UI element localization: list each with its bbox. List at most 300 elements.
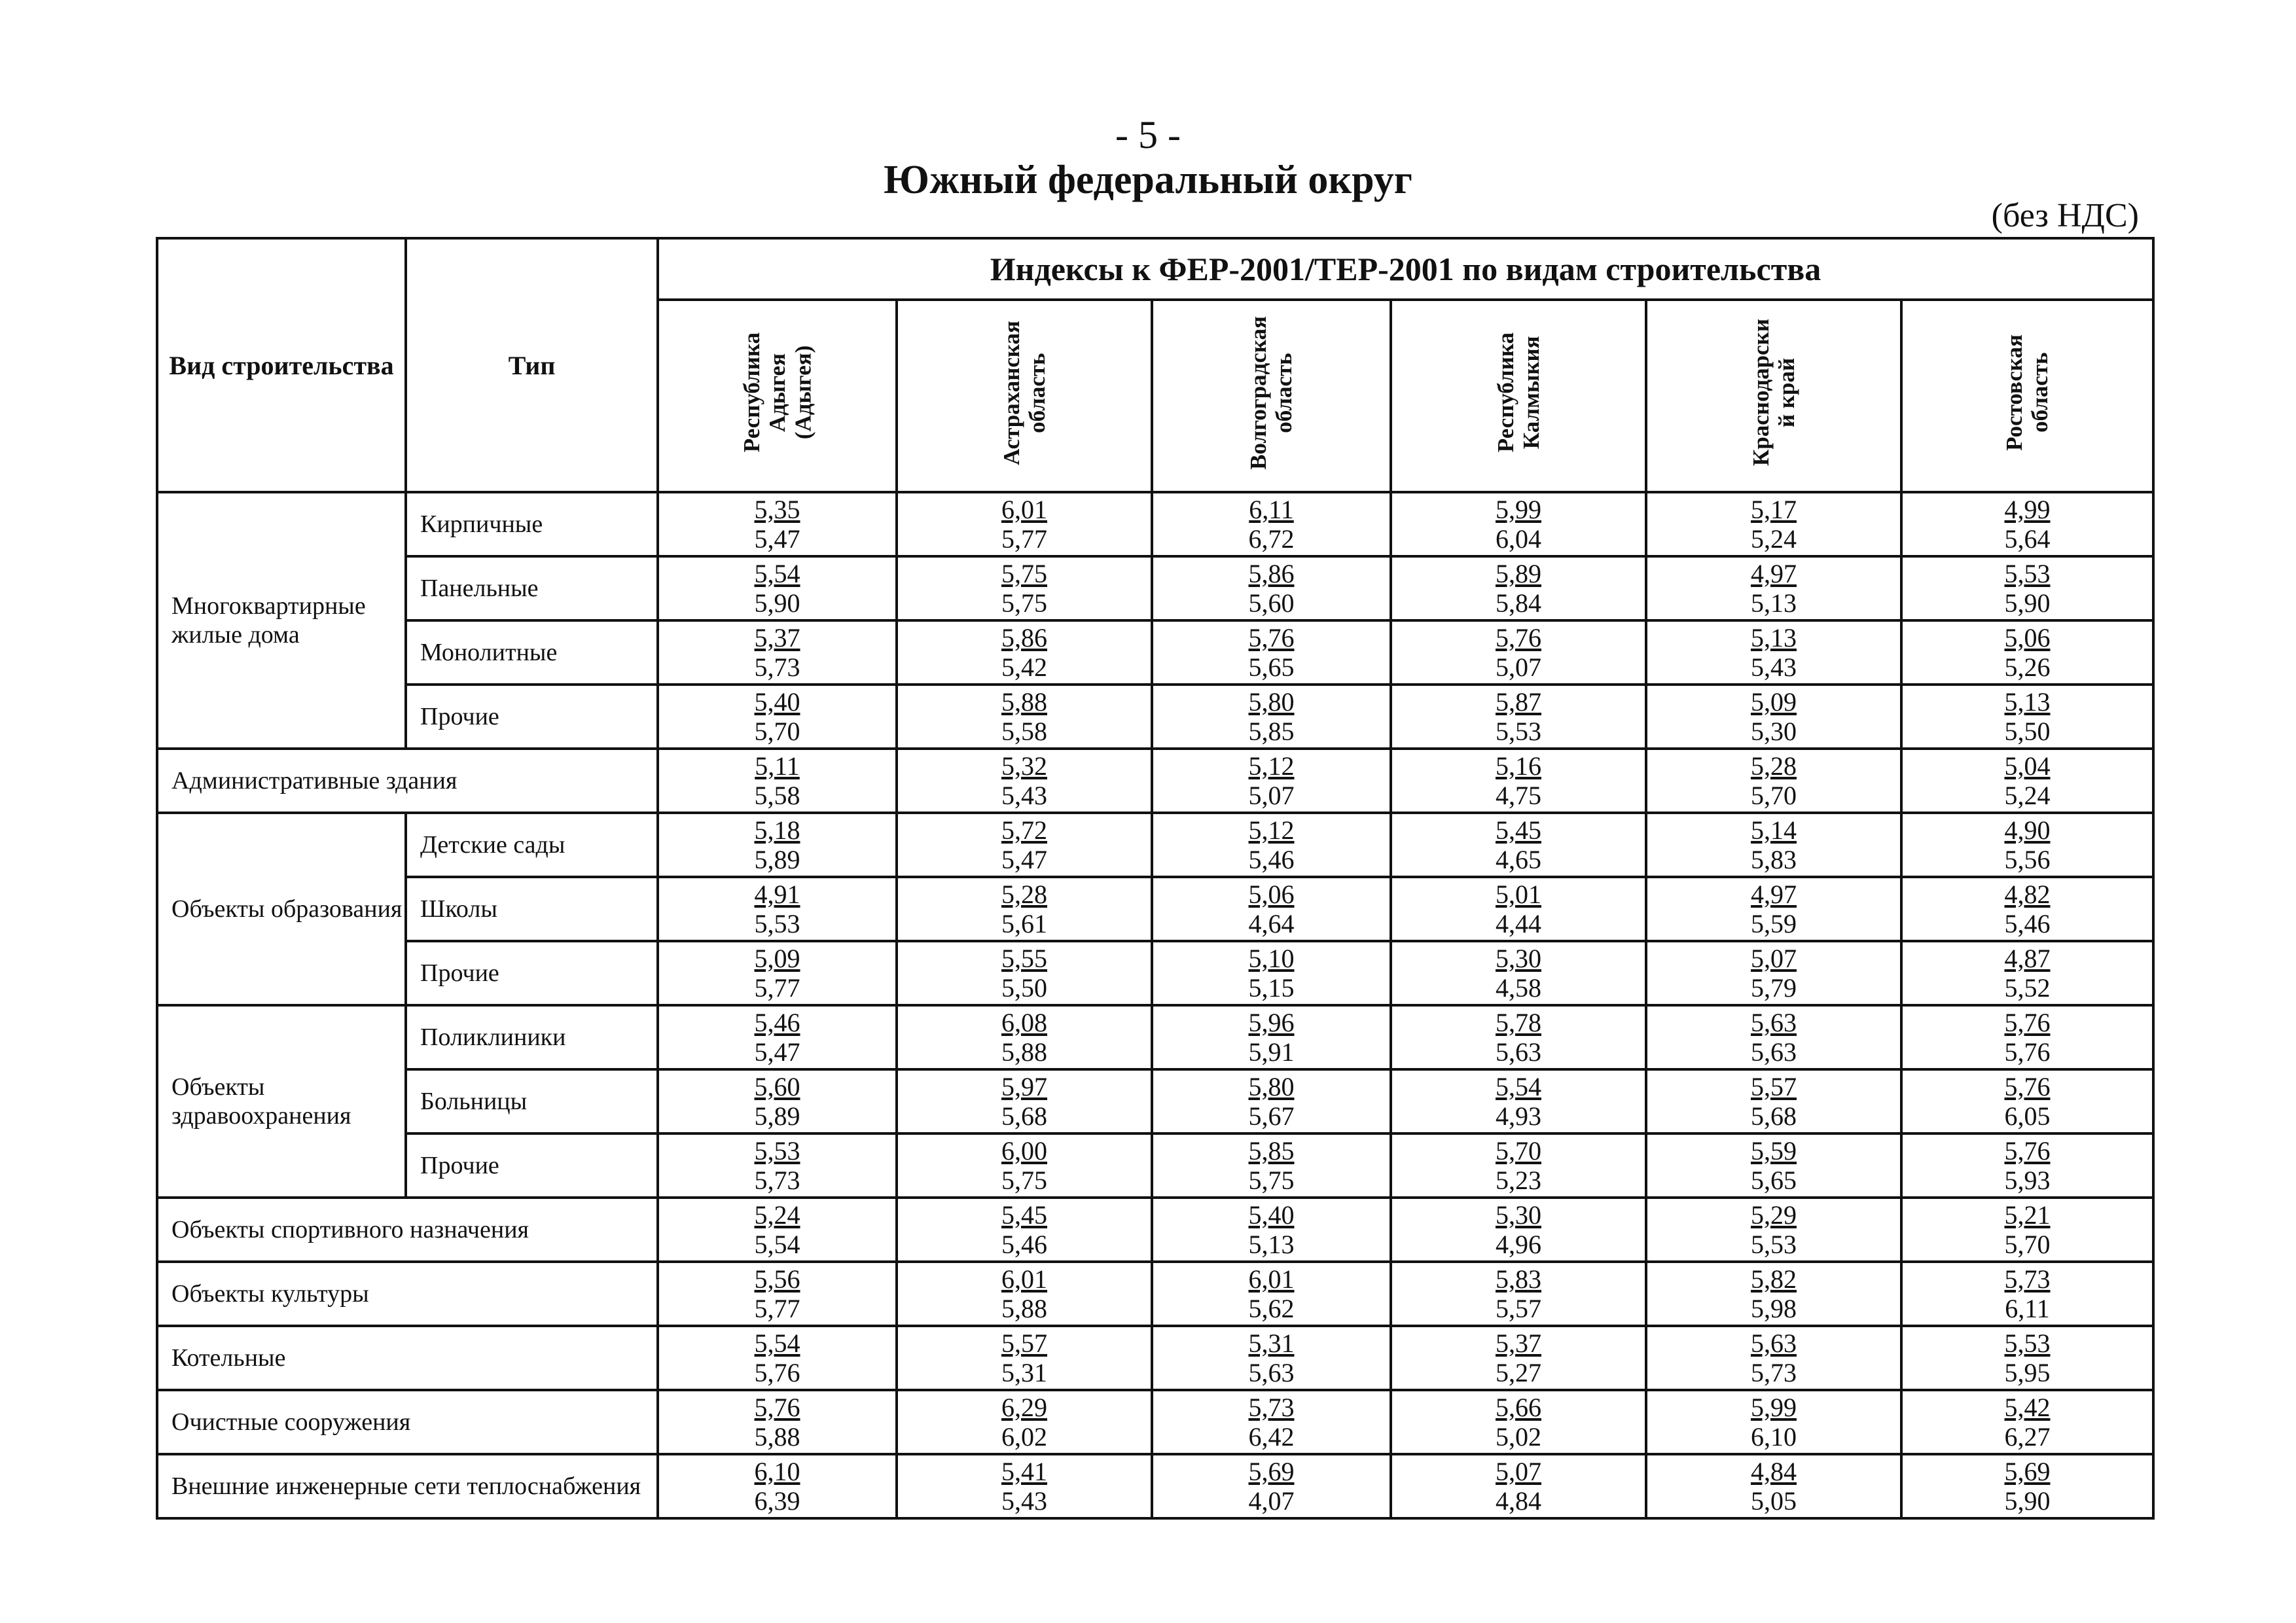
index-value-bottom: 5,47 <box>754 524 800 554</box>
index-value-top: 5,12 <box>1248 751 1295 781</box>
index-value-bottom: 5,24 <box>2004 781 2051 810</box>
index-value-top: 5,63 <box>1751 1329 1797 1358</box>
index-cell <box>897 941 1152 1005</box>
index-value-top: 5,11 <box>755 751 800 781</box>
index-value-top: 5,07 <box>1496 1457 1541 1486</box>
index-value-top: 5,17 <box>1751 495 1797 524</box>
index-value-bottom: 5,61 <box>1001 909 1047 938</box>
type-label: Прочие <box>406 1133 658 1198</box>
index-cell <box>1152 941 1391 1005</box>
index-value-bottom: 5,59 <box>1751 909 1797 938</box>
group-label: Многоквартирные жилые дома <box>157 492 406 749</box>
index-value-top: 5,32 <box>1001 751 1047 781</box>
type-label: Прочие <box>406 941 658 1005</box>
index-value-bottom: 5,30 <box>1751 717 1797 746</box>
group-label: Объекты образования <box>157 813 406 1005</box>
index-value-top: 5,76 <box>1248 623 1295 652</box>
index-value-top: 5,42 <box>2004 1393 2051 1422</box>
index-cell <box>1901 941 2153 1005</box>
index-value-top: 4,99 <box>2004 495 2051 524</box>
index-value-top: 5,56 <box>754 1264 800 1294</box>
index-value-bottom: 5,73 <box>1751 1358 1797 1387</box>
index-value-bottom: 4,07 <box>1248 1486 1295 1516</box>
index-value-top: 5,76 <box>2004 1136 2051 1166</box>
index-value-bottom: 6,72 <box>1248 524 1295 554</box>
index-value-bottom: 6,27 <box>2004 1422 2051 1452</box>
index-cell <box>1646 1390 1901 1454</box>
index-cell <box>1152 1069 1391 1133</box>
index-value-bottom: 5,65 <box>1751 1166 1797 1195</box>
index-cell <box>1391 556 1646 620</box>
index-value-top: 5,54 <box>754 1329 800 1358</box>
index-cell <box>1152 1133 1391 1198</box>
index-value-top: 5,86 <box>1001 623 1047 652</box>
index-value-top: 4,97 <box>1751 559 1797 588</box>
index-value-bottom: 5,53 <box>1751 1230 1797 1259</box>
index-value-bottom: 5,26 <box>2004 652 2051 682</box>
row-label: Объекты культуры <box>157 1262 658 1326</box>
index-value-bottom: 5,89 <box>754 845 800 874</box>
index-value-bottom: 5,58 <box>1001 717 1047 746</box>
index-cell <box>658 749 897 813</box>
type-label: Панельные <box>406 556 658 620</box>
index-value-bottom: 5,84 <box>1496 588 1541 618</box>
index-value-top: 4,91 <box>754 880 800 909</box>
index-value-top: 5,04 <box>2004 751 2051 781</box>
index-cell <box>1901 1069 2153 1133</box>
region-header-line: Калмыкия <box>1518 336 1544 450</box>
index-value-top: 5,18 <box>754 815 800 845</box>
row-label: Объекты спортивного назначения <box>157 1198 658 1262</box>
index-value-bottom: 5,63 <box>1248 1358 1295 1387</box>
index-cell <box>1152 1198 1391 1262</box>
index-cell <box>1152 492 1391 556</box>
index-cell <box>897 1069 1152 1133</box>
type-label: Детские сады <box>406 813 658 877</box>
index-cell <box>897 492 1152 556</box>
type-label: Кирпичные <box>406 492 658 556</box>
index-value-bottom: 5,90 <box>2004 1486 2051 1516</box>
index-cell <box>658 941 897 1005</box>
index-value-top: 5,30 <box>1496 944 1541 973</box>
index-cell <box>1391 685 1646 749</box>
index-value-top: 6,08 <box>1001 1008 1047 1037</box>
index-value-bottom: 5,56 <box>2004 845 2051 874</box>
table-row <box>157 1454 2153 1518</box>
index-value-bottom: 5,58 <box>754 781 800 810</box>
region-header-line: область <box>1024 352 1050 433</box>
region-header-line: область <box>2027 352 2053 433</box>
index-value-top: 5,76 <box>1496 623 1541 652</box>
index-value-bottom: 5,75 <box>1001 1166 1047 1195</box>
index-cell <box>1646 1069 1901 1133</box>
index-value-bottom: 5,02 <box>1496 1422 1541 1452</box>
index-value-top: 5,75 <box>1001 559 1047 588</box>
index-value-bottom: 5,65 <box>1248 652 1295 682</box>
index-cell <box>1901 492 2153 556</box>
index-value-bottom: 5,70 <box>1751 781 1797 810</box>
index-value-bottom: 5,77 <box>754 973 800 1003</box>
index-value-bottom: 5,43 <box>1751 652 1797 682</box>
index-cell <box>1391 813 1646 877</box>
index-cell <box>658 1005 897 1069</box>
index-cell <box>1901 1390 2153 1454</box>
index-value-top: 5,80 <box>1248 1072 1295 1101</box>
index-cell <box>897 1005 1152 1069</box>
index-value-bottom: 5,83 <box>1751 845 1797 874</box>
index-cell <box>658 1390 897 1454</box>
index-value-bottom: 5,88 <box>1001 1294 1047 1323</box>
region-header <box>1901 300 2153 492</box>
index-value-top: 5,28 <box>1001 880 1047 909</box>
region-header-line: Адыгея <box>764 353 790 433</box>
index-value-bottom: 6,42 <box>1248 1422 1295 1452</box>
table-row <box>157 1133 2153 1198</box>
index-value-top: 5,97 <box>1001 1072 1047 1101</box>
table-row <box>157 556 2153 620</box>
index-value-top: 5,21 <box>2004 1200 2051 1230</box>
index-value-top: 5,53 <box>2004 559 2051 588</box>
region-header <box>1646 300 1901 492</box>
index-cell <box>897 620 1152 685</box>
index-value-bottom: 5,90 <box>754 588 800 618</box>
index-value-top: 5,80 <box>1248 687 1295 717</box>
index-cell <box>658 1262 897 1326</box>
index-value-top: 5,40 <box>754 687 800 717</box>
index-value-bottom: 5,73 <box>754 652 800 682</box>
index-value-bottom: 4,65 <box>1496 845 1541 874</box>
index-value-bottom: 5,85 <box>1248 717 1295 746</box>
index-cell <box>658 1069 897 1133</box>
index-value-top: 5,37 <box>754 623 800 652</box>
index-cell <box>658 685 897 749</box>
index-cell <box>1391 749 1646 813</box>
index-cell <box>897 1133 1152 1198</box>
index-cell <box>1152 1005 1391 1069</box>
index-value-bottom: 5,77 <box>1001 524 1047 554</box>
index-value-bottom: 5,50 <box>1001 973 1047 1003</box>
index-value-bottom: 5,53 <box>754 909 800 938</box>
index-cell <box>1646 941 1901 1005</box>
index-value-top: 5,54 <box>1496 1072 1541 1101</box>
region-header <box>658 300 897 492</box>
row-label: Очистные сооружения <box>157 1390 658 1454</box>
index-value-bottom: 5,67 <box>1248 1101 1295 1131</box>
index-value-bottom: 6,02 <box>1001 1422 1047 1452</box>
index-value-top: 4,90 <box>2004 815 2051 845</box>
index-value-top: 5,41 <box>1001 1457 1047 1486</box>
region-header-line: Республика <box>738 332 764 453</box>
type-label: Школы <box>406 877 658 941</box>
index-value-bottom: 6,39 <box>754 1486 800 1516</box>
index-value-top: 5,66 <box>1496 1393 1541 1422</box>
index-cell <box>658 492 897 556</box>
index-value-top: 5,60 <box>754 1072 800 1101</box>
index-cell <box>897 1262 1152 1326</box>
index-value-top: 5,54 <box>754 559 800 588</box>
index-value-bottom: 5,46 <box>2004 909 2051 938</box>
index-value-bottom: 5,64 <box>2004 524 2051 554</box>
vat-note: (без НДС) <box>1991 197 2139 234</box>
index-value-top: 5,69 <box>1248 1457 1295 1486</box>
table-row <box>157 685 2153 749</box>
index-value-bottom: 5,88 <box>754 1422 800 1452</box>
index-value-top: 5,88 <box>1001 687 1047 717</box>
index-value-top: 5,07 <box>1751 944 1797 973</box>
region-header <box>897 300 1152 492</box>
index-value-bottom: 5,62 <box>1248 1294 1295 1323</box>
index-value-top: 5,45 <box>1496 815 1541 845</box>
index-value-top: 5,06 <box>2004 623 2051 652</box>
index-value-top: 5,55 <box>1001 944 1047 973</box>
index-value-bottom: 5,60 <box>1248 588 1295 618</box>
index-value-bottom: 5,50 <box>2004 717 2051 746</box>
index-value-bottom: 5,52 <box>2004 973 2051 1003</box>
index-cell <box>897 685 1152 749</box>
index-value-bottom: 5,31 <box>1001 1358 1047 1387</box>
index-cell <box>1901 556 2153 620</box>
index-value-top: 5,96 <box>1248 1008 1295 1037</box>
index-value-top: 5,53 <box>2004 1329 2051 1358</box>
table-row <box>157 749 2153 813</box>
index-cell <box>1901 1005 2153 1069</box>
index-value-bottom: 5,95 <box>2004 1358 2051 1387</box>
header-indices: Индексы к ФЕР-2001/ТЕР-2001 по видам строительства <box>658 238 2153 300</box>
index-value-top: 5,30 <box>1496 1200 1541 1230</box>
index-value-top: 5,10 <box>1248 944 1295 973</box>
index-value-bottom: 4,58 <box>1496 973 1541 1003</box>
index-cell <box>1152 1326 1391 1390</box>
header-kind: Вид строительства <box>157 238 406 492</box>
index-cell <box>1646 1005 1901 1069</box>
index-value-top: 5,70 <box>1496 1136 1541 1166</box>
index-cell <box>1646 1454 1901 1518</box>
region-header-line: Волгоградская <box>1246 315 1272 470</box>
index-cell <box>1901 1262 2153 1326</box>
index-cell <box>1152 685 1391 749</box>
index-cell <box>1646 556 1901 620</box>
index-cell <box>897 1390 1152 1454</box>
index-value-bottom: 4,93 <box>1496 1101 1541 1131</box>
index-value-top: 5,45 <box>1001 1200 1047 1230</box>
index-value-top: 5,40 <box>1248 1200 1295 1230</box>
index-cell <box>1901 620 2153 685</box>
index-cell <box>1646 492 1901 556</box>
index-cell <box>1152 1454 1391 1518</box>
index-value-top: 5,13 <box>2004 687 2051 717</box>
index-cell <box>1901 1326 2153 1390</box>
type-label: Монолитные <box>406 620 658 685</box>
type-label: Прочие <box>406 685 658 749</box>
table-row <box>157 877 2153 941</box>
index-value-bottom: 5,98 <box>1751 1294 1797 1323</box>
index-value-bottom: 5,57 <box>1496 1294 1541 1323</box>
index-value-top: 5,16 <box>1496 751 1541 781</box>
index-value-top: 4,97 <box>1751 880 1797 909</box>
index-cell <box>1391 1133 1646 1198</box>
index-value-top: 5,82 <box>1751 1264 1797 1294</box>
index-value-bottom: 5,91 <box>1248 1037 1295 1067</box>
index-cell <box>897 1326 1152 1390</box>
index-value-top: 5,53 <box>754 1136 800 1166</box>
index-cell <box>1901 813 2153 877</box>
index-cell <box>897 813 1152 877</box>
index-value-bottom: 5,73 <box>754 1166 800 1195</box>
index-value-bottom: 5,46 <box>1248 845 1295 874</box>
index-value-top: 5,78 <box>1496 1008 1541 1037</box>
index-cell <box>1152 1390 1391 1454</box>
index-value-bottom: 4,44 <box>1496 909 1541 938</box>
group-label: Объекты здравоохранения <box>157 1005 406 1198</box>
index-cell <box>1901 685 2153 749</box>
index-cell <box>658 1133 897 1198</box>
index-cell <box>1152 749 1391 813</box>
index-value-top: 5,01 <box>1496 880 1541 909</box>
table-row <box>157 941 2153 1005</box>
index-value-bottom: 5,42 <box>1001 652 1047 682</box>
index-value-top: 5,63 <box>1751 1008 1797 1037</box>
index-value-top: 5,46 <box>754 1008 800 1037</box>
index-value-bottom: 5,77 <box>754 1294 800 1323</box>
index-value-bottom: 5,47 <box>754 1037 800 1067</box>
index-value-bottom: 5,76 <box>2004 1037 2051 1067</box>
index-cell <box>897 1454 1152 1518</box>
index-value-bottom: 5,90 <box>2004 588 2051 618</box>
index-cell <box>1646 877 1901 941</box>
index-value-top: 5,99 <box>1751 1393 1797 1422</box>
index-value-top: 5,24 <box>754 1200 800 1230</box>
index-cell <box>1391 492 1646 556</box>
index-value-top: 5,31 <box>1248 1329 1295 1358</box>
index-value-top: 6,01 <box>1248 1264 1295 1294</box>
index-value-bottom: 6,11 <box>2005 1294 2050 1323</box>
index-value-bottom: 5,05 <box>1751 1486 1797 1516</box>
index-cell <box>1391 620 1646 685</box>
index-value-bottom: 5,27 <box>1496 1358 1541 1387</box>
index-value-bottom: 5,15 <box>1248 973 1295 1003</box>
index-value-bottom: 5,63 <box>1751 1037 1797 1067</box>
index-value-top: 6,01 <box>1001 1264 1047 1294</box>
region-header-line: Ростовская <box>2001 334 2028 451</box>
index-value-top: 6,29 <box>1001 1393 1047 1422</box>
index-cell <box>1646 813 1901 877</box>
index-value-top: 5,57 <box>1751 1072 1797 1101</box>
index-value-top: 5,72 <box>1001 815 1047 845</box>
index-value-bottom: 5,70 <box>754 717 800 746</box>
index-cell <box>1646 1133 1901 1198</box>
index-value-bottom: 5,54 <box>754 1230 800 1259</box>
index-cell <box>1901 877 2153 941</box>
index-value-top: 5,35 <box>754 495 800 524</box>
index-value-bottom: 5,68 <box>1751 1101 1797 1131</box>
index-value-bottom: 5,46 <box>1001 1230 1047 1259</box>
index-cell <box>658 813 897 877</box>
index-cell <box>897 1198 1152 1262</box>
row-label: Внешние инженерные сети теплоснабжения <box>157 1454 658 1518</box>
index-cell <box>658 1326 897 1390</box>
region-header-line: Краснодарски <box>1748 319 1774 467</box>
index-cell <box>1391 1262 1646 1326</box>
index-value-bottom: 5,75 <box>1001 588 1047 618</box>
index-value-bottom: 5,43 <box>1001 781 1047 810</box>
index-value-bottom: 6,04 <box>1496 524 1541 554</box>
index-cell <box>658 877 897 941</box>
index-value-top: 5,99 <box>1496 495 1541 524</box>
index-cell <box>1391 1069 1646 1133</box>
index-value-bottom: 5,70 <box>2004 1230 2051 1259</box>
index-value-bottom: 5,68 <box>1001 1101 1047 1131</box>
index-cell <box>897 749 1152 813</box>
index-value-top: 5,87 <box>1496 687 1541 717</box>
index-value-bottom: 5,47 <box>1001 845 1047 874</box>
index-cell <box>658 556 897 620</box>
index-value-bottom: 5,79 <box>1751 973 1797 1003</box>
index-value-top: 5,73 <box>2004 1264 2051 1294</box>
header-type: Тип <box>406 238 658 492</box>
region-header-line: й край <box>1774 357 1799 428</box>
index-value-bottom: 5,88 <box>1001 1037 1047 1067</box>
index-value-top: 5,76 <box>2004 1072 2051 1101</box>
index-value-top: 5,13 <box>1751 623 1797 652</box>
region-header <box>1391 300 1646 492</box>
table-row <box>157 1005 2153 1069</box>
index-cell <box>1646 620 1901 685</box>
table-row <box>157 492 2153 556</box>
index-cell <box>897 556 1152 620</box>
index-value-top: 5,69 <box>2004 1457 2051 1486</box>
type-label: Больницы <box>406 1069 658 1133</box>
index-value-top: 5,83 <box>1496 1264 1541 1294</box>
index-value-bottom: 5,89 <box>754 1101 800 1131</box>
index-value-top: 6,00 <box>1001 1136 1047 1166</box>
index-value-top: 5,76 <box>2004 1008 2051 1037</box>
index-value-top: 5,86 <box>1248 559 1295 588</box>
index-cell <box>1646 1326 1901 1390</box>
index-cell <box>1901 1133 2153 1198</box>
index-value-bottom: 5,76 <box>754 1358 800 1387</box>
index-value-top: 5,14 <box>1751 815 1797 845</box>
index-value-top: 6,01 <box>1001 495 1047 524</box>
index-value-top: 5,59 <box>1751 1136 1797 1166</box>
index-value-top: 5,06 <box>1248 880 1295 909</box>
index-value-bottom: 5,24 <box>1751 524 1797 554</box>
index-cell <box>1152 620 1391 685</box>
index-cell <box>1646 1198 1901 1262</box>
index-value-top: 5,09 <box>1751 687 1797 717</box>
table-row <box>157 1069 2153 1133</box>
index-value-bottom: 5,07 <box>1248 781 1295 810</box>
region-header <box>1152 300 1391 492</box>
table-row <box>157 620 2153 685</box>
index-value-top: 5,85 <box>1248 1136 1295 1166</box>
table-row <box>157 813 2153 877</box>
index-cell <box>1391 941 1646 1005</box>
index-cell <box>1391 1326 1646 1390</box>
index-value-bottom: 5,63 <box>1496 1037 1541 1067</box>
index-value-bottom: 4,84 <box>1496 1486 1541 1516</box>
index-value-bottom: 4,75 <box>1496 781 1541 810</box>
index-value-top: 5,12 <box>1248 815 1295 845</box>
index-cell <box>1901 1454 2153 1518</box>
index-cell <box>1646 685 1901 749</box>
region-header-line: Республика <box>1492 332 1518 453</box>
index-cell <box>658 1454 897 1518</box>
index-value-top: 6,11 <box>1249 495 1294 524</box>
index-cell <box>1152 1262 1391 1326</box>
index-value-top: 4,84 <box>1751 1457 1797 1486</box>
index-value-top: 5,29 <box>1751 1200 1797 1230</box>
index-value-top: 4,87 <box>2004 944 2051 973</box>
